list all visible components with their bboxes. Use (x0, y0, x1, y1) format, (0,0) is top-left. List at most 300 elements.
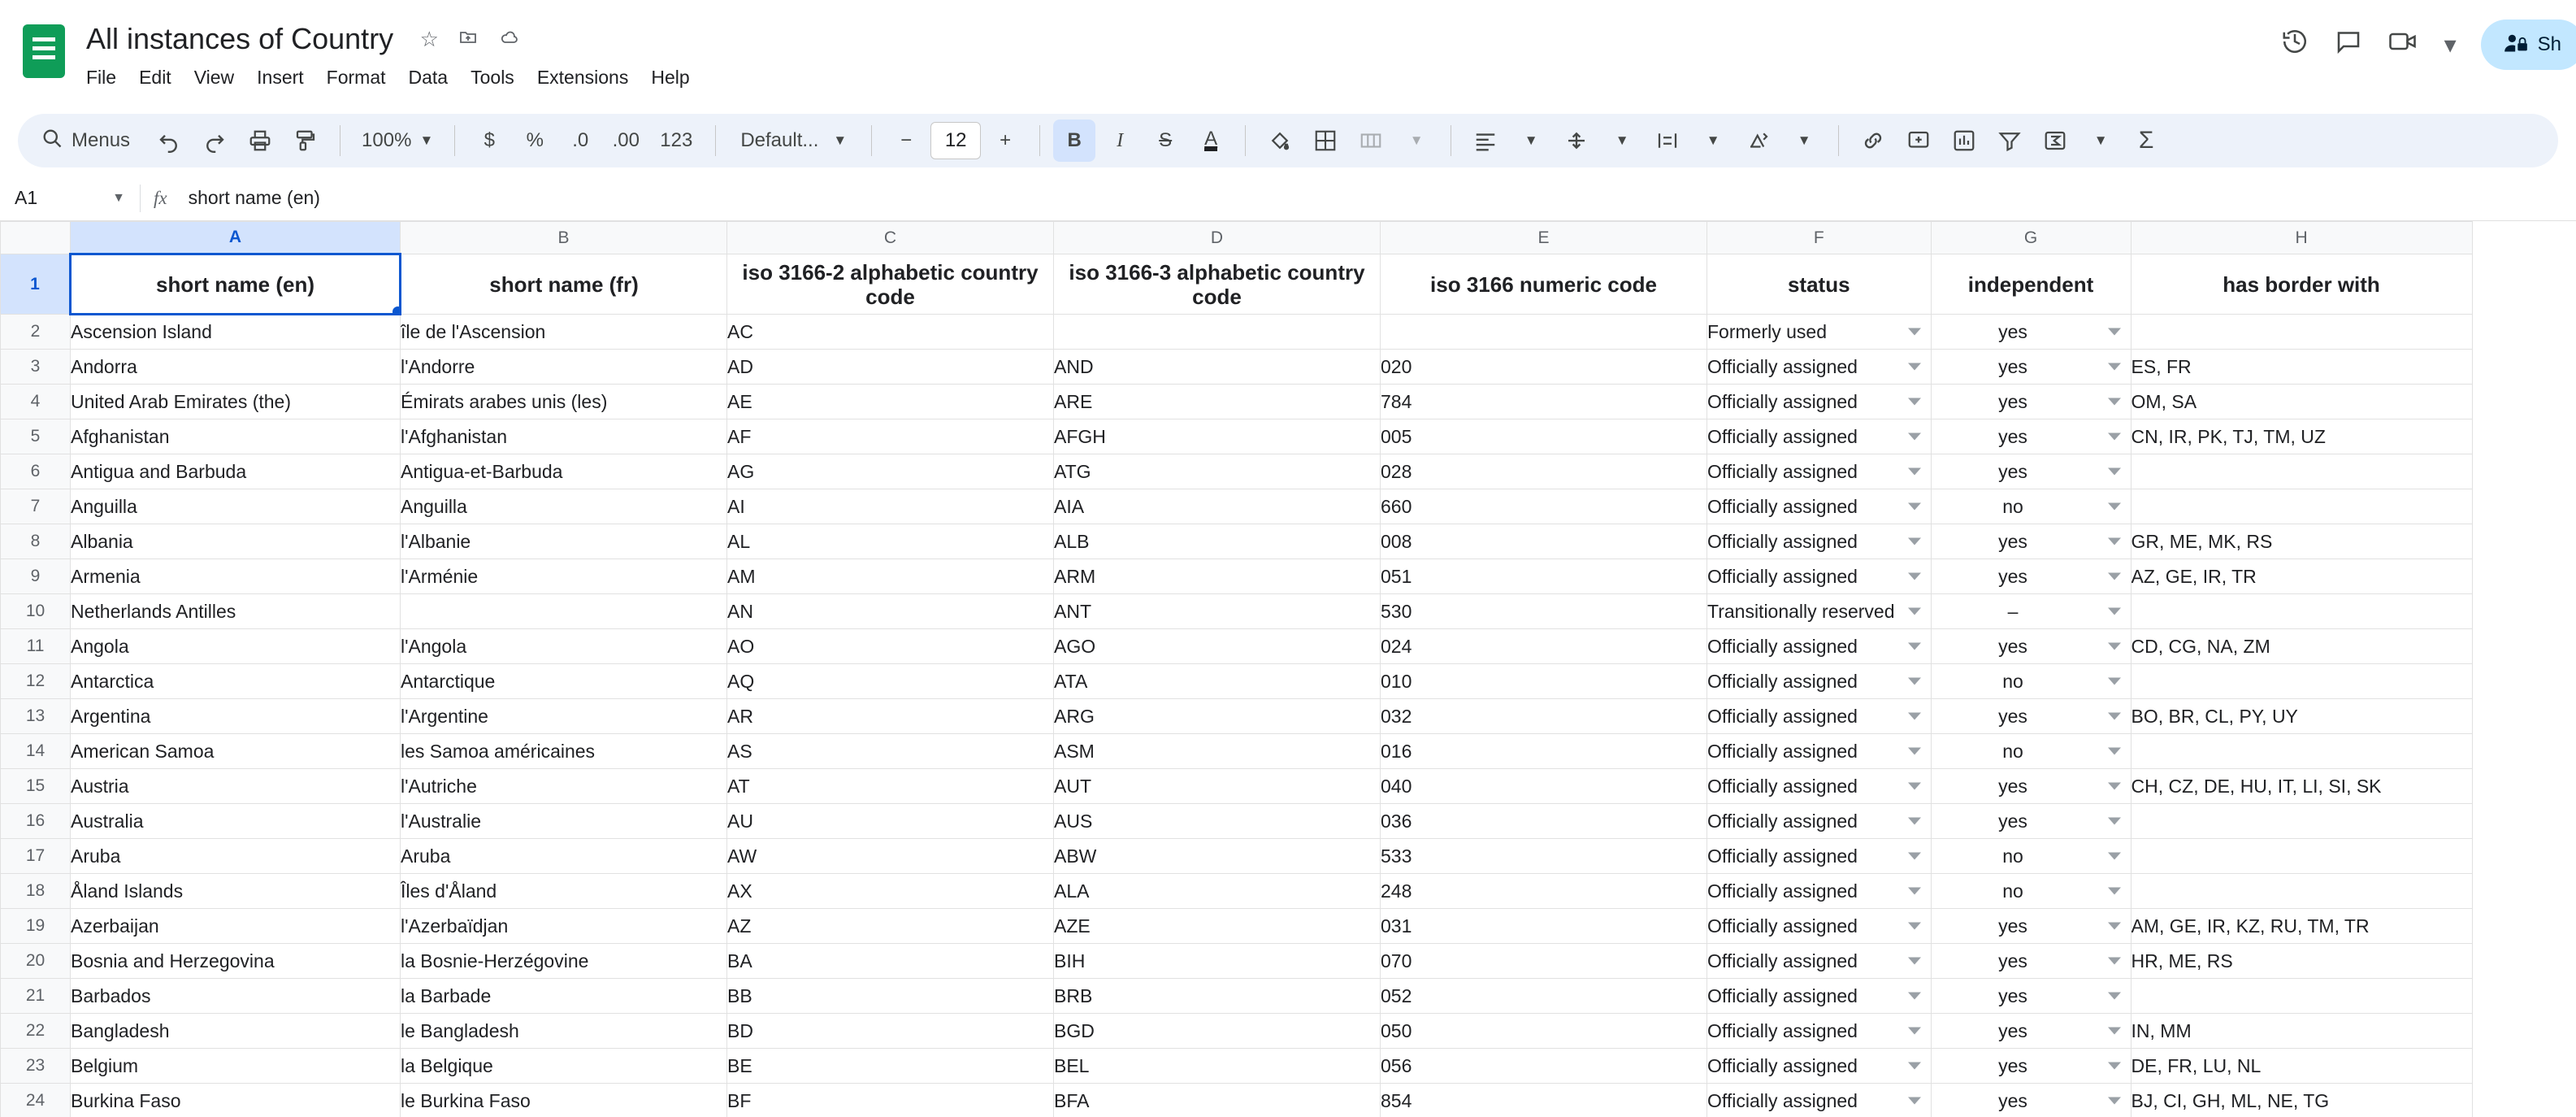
cell-A10[interactable] (71, 594, 401, 629)
menu-item-help[interactable]: Help (651, 67, 690, 88)
cell-H7[interactable] (2131, 489, 2472, 524)
cell-A8[interactable] (71, 524, 401, 559)
name-box[interactable] (15, 187, 137, 209)
cell-H6[interactable] (2131, 454, 2472, 489)
cell-F11[interactable] (1707, 629, 1932, 664)
cell-G14[interactable] (1931, 734, 2131, 769)
chevron-down-icon[interactable] (1908, 468, 1921, 476)
cell-G12[interactable] (1931, 664, 2131, 699)
spreadsheet-grid[interactable] (0, 221, 2576, 1117)
cell-A18[interactable] (71, 874, 401, 909)
chevron-down-icon[interactable] (1908, 678, 1921, 685)
text-wrap-button[interactable] (1646, 120, 1689, 162)
cell-H23[interactable] (2131, 1049, 2472, 1084)
chevron-down-icon[interactable] (2108, 888, 2121, 895)
chevron-down-icon[interactable] (1908, 328, 1921, 336)
cell-B8[interactable] (401, 524, 727, 559)
cell-d1[interactable]: iso 3166-3 alphabetic country code (1054, 254, 1381, 315)
paint-format-button[interactable] (284, 120, 327, 162)
chevron-down-icon[interactable] (2108, 468, 2121, 476)
row-header-3[interactable]: 3 (1, 350, 71, 385)
cell-A9[interactable] (71, 559, 401, 594)
cell-D10[interactable] (1054, 594, 1381, 629)
row-header-5[interactable]: 5 (1, 419, 71, 454)
chevron-down-icon[interactable] (2108, 1063, 2121, 1070)
cell-D16[interactable] (1054, 804, 1381, 839)
menu-item-insert[interactable]: Insert (257, 67, 304, 88)
functions-button[interactable] (2034, 120, 2076, 162)
cell-H20[interactable] (2131, 944, 2472, 979)
column-header-f[interactable]: F (1707, 222, 1932, 254)
cell-f1[interactable]: status (1707, 254, 1932, 315)
cell-C7[interactable] (727, 489, 1054, 524)
cell-F7[interactable] (1707, 489, 1932, 524)
cell-A6[interactable] (71, 454, 401, 489)
row-header-4[interactable]: 4 (1, 385, 71, 419)
row-header-18[interactable]: 18 (1, 874, 71, 909)
cell-H11[interactable] (2131, 629, 2472, 664)
cell-A4[interactable] (71, 385, 401, 419)
cell-B11[interactable] (401, 629, 727, 664)
cell-F6[interactable] (1707, 454, 1932, 489)
cell-H9[interactable] (2131, 559, 2472, 594)
cell-G11[interactable] (1931, 629, 2131, 664)
chevron-down-icon[interactable] (1908, 993, 1921, 1000)
italic-button[interactable] (1099, 120, 1141, 162)
chevron-down-icon[interactable] (2108, 538, 2121, 545)
cell-C23[interactable] (727, 1049, 1054, 1084)
cell-A11[interactable] (71, 629, 401, 664)
borders-button[interactable] (1304, 120, 1347, 162)
cell-C4[interactable] (727, 385, 1054, 419)
column-header-b[interactable]: B (401, 222, 727, 254)
chevron-down-icon[interactable] (1908, 608, 1921, 615)
decrease-decimal-button[interactable]: .0 (572, 129, 589, 151)
vertical-align-caret[interactable]: ▼ (1615, 133, 1629, 148)
cell-F23[interactable] (1707, 1049, 1932, 1084)
row-header-7[interactable]: 7 (1, 489, 71, 524)
chevron-down-icon[interactable] (1908, 818, 1921, 825)
row-header-14[interactable]: 14 (1, 734, 71, 769)
chevron-down-icon[interactable] (2108, 1097, 2121, 1105)
chevron-down-icon[interactable] (2108, 713, 2121, 720)
share-button[interactable] (2481, 20, 2576, 70)
cell-C17[interactable] (727, 839, 1054, 874)
chevron-down-icon[interactable] (2108, 398, 2121, 406)
cell-F24[interactable] (1707, 1084, 1932, 1117)
cell-B20[interactable] (401, 944, 727, 979)
cell-H5[interactable] (2131, 419, 2472, 454)
cell-H22[interactable] (2131, 1014, 2472, 1049)
cell-D23[interactable] (1054, 1049, 1381, 1084)
cell-B5[interactable] (401, 419, 727, 454)
menu-item-data[interactable]: Data (408, 67, 449, 88)
chevron-down-icon[interactable] (2108, 363, 2121, 371)
cell-C2[interactable] (727, 315, 1054, 350)
cell-G16[interactable] (1931, 804, 2131, 839)
cell-A21[interactable] (71, 979, 401, 1014)
cell-B24[interactable] (401, 1084, 727, 1117)
row-header-17[interactable]: 17 (1, 839, 71, 874)
strikethrough-button[interactable] (1144, 120, 1186, 162)
chevron-down-icon[interactable] (1908, 503, 1921, 511)
cell-G9[interactable] (1931, 559, 2131, 594)
cell-C19[interactable] (727, 909, 1054, 944)
cell-B12[interactable] (401, 664, 727, 699)
undo-button[interactable] (148, 120, 190, 162)
cell-D7[interactable] (1054, 489, 1381, 524)
cell-C16[interactable] (727, 804, 1054, 839)
cell-H12[interactable] (2131, 664, 2472, 699)
version-history-icon[interactable] (2280, 27, 2309, 63)
cell-c1[interactable]: iso 3166-2 alphabetic country code (727, 254, 1054, 315)
text-color-button[interactable] (1190, 120, 1232, 162)
increase-font-size-button[interactable]: + (1000, 129, 1012, 151)
cell-F15[interactable] (1707, 769, 1932, 804)
chevron-down-icon[interactable] (1908, 1028, 1921, 1035)
cell-D14[interactable] (1054, 734, 1381, 769)
chevron-down-icon[interactable] (2108, 1028, 2121, 1035)
cell-H18[interactable] (2131, 874, 2472, 909)
cell-G13[interactable] (1931, 699, 2131, 734)
cell-C11[interactable] (727, 629, 1054, 664)
cell-H16[interactable] (2131, 804, 2472, 839)
cell-D15[interactable] (1054, 769, 1381, 804)
cell-G6[interactable] (1931, 454, 2131, 489)
text-rotation-button[interactable] (1737, 120, 1780, 162)
cell-F8[interactable] (1707, 524, 1932, 559)
row-header-8[interactable]: 8 (1, 524, 71, 559)
chevron-down-icon[interactable] (2108, 433, 2121, 441)
chevron-down-icon[interactable] (2108, 923, 2121, 930)
cell-B23[interactable] (401, 1049, 727, 1084)
cell-H17[interactable] (2131, 839, 2472, 874)
column-header-g[interactable]: G (1931, 222, 2131, 254)
bold-button[interactable] (1053, 120, 1095, 162)
chevron-down-icon[interactable] (1908, 748, 1921, 755)
chevron-down-icon[interactable] (2108, 573, 2121, 580)
cell-F12[interactable] (1707, 664, 1932, 699)
cell-D22[interactable] (1054, 1014, 1381, 1049)
cell-B6[interactable] (401, 454, 727, 489)
chevron-down-icon[interactable] (2108, 818, 2121, 825)
insert-comment-button[interactable] (1897, 120, 1940, 162)
cell-A20[interactable] (71, 944, 401, 979)
cell-D5[interactable] (1054, 419, 1381, 454)
cloud-saved-icon[interactable] (497, 28, 522, 50)
cell-B9[interactable] (401, 559, 727, 594)
chevron-down-icon[interactable] (1908, 783, 1921, 790)
cell-B14[interactable] (401, 734, 727, 769)
cell-E10[interactable] (1381, 594, 1707, 629)
chevron-down-icon[interactable] (2108, 853, 2121, 860)
meet-camera-icon[interactable] (2387, 29, 2420, 60)
print-button[interactable] (239, 120, 281, 162)
row-header-13[interactable]: 13 (1, 699, 71, 734)
fill-color-button[interactable] (1259, 120, 1301, 162)
cell-F13[interactable] (1707, 699, 1932, 734)
decrease-font-size-button[interactable]: − (900, 129, 913, 151)
cell-C10[interactable] (727, 594, 1054, 629)
row-header-1[interactable]: 1 (1, 254, 71, 315)
cell-G21[interactable] (1931, 979, 2131, 1014)
cell-A12[interactable] (71, 664, 401, 699)
cell-E7[interactable] (1381, 489, 1707, 524)
merge-dropdown-caret[interactable]: ▼ (1409, 133, 1424, 148)
cell-C12[interactable] (727, 664, 1054, 699)
chevron-down-icon[interactable] (2108, 748, 2121, 755)
cell-A5[interactable] (71, 419, 401, 454)
cell-F22[interactable] (1707, 1014, 1932, 1049)
row-header-10[interactable]: 10 (1, 594, 71, 629)
cell-D11[interactable] (1054, 629, 1381, 664)
cell-D21[interactable] (1054, 979, 1381, 1014)
increase-decimal-button[interactable]: .00 (612, 129, 640, 151)
cell-A19[interactable] (71, 909, 401, 944)
row-header-21[interactable]: 21 (1, 979, 71, 1014)
cell-G3[interactable] (1931, 350, 2131, 385)
cell-D3[interactable] (1054, 350, 1381, 385)
cell-A15[interactable] (71, 769, 401, 804)
cell-F5[interactable] (1707, 419, 1932, 454)
column-header-c[interactable]: C (727, 222, 1054, 254)
cell-B13[interactable] (401, 699, 727, 734)
cell-E24[interactable] (1381, 1084, 1707, 1117)
cell-b1[interactable]: short name (fr) (401, 254, 727, 315)
cell-G4[interactable] (1931, 385, 2131, 419)
horizontal-align-button[interactable] (1464, 120, 1507, 162)
cell-E15[interactable] (1381, 769, 1707, 804)
cell-F17[interactable] (1707, 839, 1932, 874)
chevron-down-icon[interactable] (2108, 328, 2121, 336)
row-header-15[interactable]: 15 (1, 769, 71, 804)
row-header-12[interactable]: 12 (1, 664, 71, 699)
cell-H4[interactable] (2131, 385, 2472, 419)
cell-E22[interactable] (1381, 1014, 1707, 1049)
cell-F10[interactable] (1707, 594, 1932, 629)
cell-G20[interactable] (1931, 944, 2131, 979)
cell-E4[interactable] (1381, 385, 1707, 419)
cell-E21[interactable] (1381, 979, 1707, 1014)
menu-item-file[interactable]: File (86, 67, 117, 88)
chevron-down-icon[interactable] (1908, 398, 1921, 406)
cell-B10[interactable] (401, 594, 727, 629)
move-to-folder-icon[interactable] (457, 28, 479, 50)
cell-D2[interactable] (1054, 315, 1381, 350)
cell-E2[interactable] (1381, 315, 1707, 350)
menu-item-tools[interactable]: Tools (471, 67, 514, 88)
cell-E14[interactable] (1381, 734, 1707, 769)
cell-E11[interactable] (1381, 629, 1707, 664)
cell-H8[interactable] (2131, 524, 2472, 559)
cell-B17[interactable] (401, 839, 727, 874)
cell-F20[interactable] (1707, 944, 1932, 979)
cell-H14[interactable] (2131, 734, 2472, 769)
font-family-select[interactable] (729, 129, 858, 152)
chevron-down-icon[interactable] (1908, 888, 1921, 895)
text-rotation-caret[interactable]: ▼ (1797, 133, 1811, 148)
row-header-11[interactable]: 11 (1, 629, 71, 664)
star-icon[interactable]: ☆ (419, 27, 439, 51)
cell-G5[interactable] (1931, 419, 2131, 454)
chevron-down-icon[interactable] (1908, 853, 1921, 860)
filter-button[interactable] (1988, 120, 2031, 162)
cell-H21[interactable] (2131, 979, 2472, 1014)
cell-C18[interactable] (727, 874, 1054, 909)
cell-E16[interactable] (1381, 804, 1707, 839)
chevron-down-icon[interactable] (2108, 503, 2121, 511)
cell-F14[interactable] (1707, 734, 1932, 769)
cell-F21[interactable] (1707, 979, 1932, 1014)
cell-A17[interactable] (71, 839, 401, 874)
cell-F4[interactable] (1707, 385, 1932, 419)
cell-E5[interactable] (1381, 419, 1707, 454)
row-header-6[interactable]: 6 (1, 454, 71, 489)
row-header-24[interactable]: 24 (1, 1084, 71, 1117)
chevron-down-icon[interactable] (2108, 643, 2121, 650)
cell-D19[interactable] (1054, 909, 1381, 944)
chevron-down-icon[interactable] (2108, 958, 2121, 965)
select-all-corner[interactable] (1, 222, 71, 254)
menu-item-view[interactable]: View (193, 67, 235, 88)
column-header-a[interactable]: A (71, 222, 401, 254)
cell-H24[interactable] (2131, 1084, 2472, 1117)
cell-B16[interactable] (401, 804, 727, 839)
chevron-down-icon[interactable] (1908, 958, 1921, 965)
meet-dropdown-caret[interactable]: ▾ (2444, 31, 2457, 59)
cell-D4[interactable] (1054, 385, 1381, 419)
cell-A16[interactable] (71, 804, 401, 839)
cell-C21[interactable] (727, 979, 1054, 1014)
cell-E17[interactable] (1381, 839, 1707, 874)
cell-E3[interactable] (1381, 350, 1707, 385)
percent-format-button[interactable]: % (526, 129, 544, 151)
cell-B21[interactable] (401, 979, 727, 1014)
zoom-control[interactable] (353, 129, 441, 152)
cell-F19[interactable] (1707, 909, 1932, 944)
row-header-2[interactable]: 2 (1, 315, 71, 350)
cell-A22[interactable] (71, 1014, 401, 1049)
cell-H13[interactable] (2131, 699, 2472, 734)
cell-D9[interactable] (1054, 559, 1381, 594)
cell-F9[interactable] (1707, 559, 1932, 594)
cell-F2[interactable] (1707, 315, 1932, 350)
menus-button[interactable] (31, 127, 145, 155)
google-sheets-logo[interactable] (23, 24, 65, 78)
cell-C15[interactable] (727, 769, 1054, 804)
page-title[interactable]: All instances of Country (86, 22, 394, 55)
menu-item-edit[interactable]: Edit (139, 67, 171, 88)
chevron-down-icon[interactable] (1908, 1097, 1921, 1105)
cell-E19[interactable] (1381, 909, 1707, 944)
cell-C14[interactable] (727, 734, 1054, 769)
cell-C3[interactable] (727, 350, 1054, 385)
cell-G7[interactable] (1931, 489, 2131, 524)
more-formats-button[interactable]: 123 (660, 129, 693, 151)
cell-F16[interactable] (1707, 804, 1932, 839)
cell-E9[interactable] (1381, 559, 1707, 594)
cell-E23[interactable] (1381, 1049, 1707, 1084)
cell-B7[interactable] (401, 489, 727, 524)
cell-C24[interactable] (727, 1084, 1054, 1117)
text-wrap-caret[interactable]: ▼ (1706, 133, 1720, 148)
cell-G18[interactable] (1931, 874, 2131, 909)
row-header-22[interactable]: 22 (1, 1014, 71, 1049)
cell-G8[interactable] (1931, 524, 2131, 559)
cell-B2[interactable] (401, 315, 727, 350)
sum-button[interactable]: Σ (2138, 127, 2154, 154)
cell-H15[interactable] (2131, 769, 2472, 804)
cell-G10[interactable] (1931, 594, 2131, 629)
chevron-down-icon[interactable] (2108, 783, 2121, 790)
cell-C8[interactable] (727, 524, 1054, 559)
cell-F3[interactable] (1707, 350, 1932, 385)
cell-A24[interactable] (71, 1084, 401, 1117)
cell-D13[interactable] (1054, 699, 1381, 734)
cell-B18[interactable] (401, 874, 727, 909)
cell-E20[interactable] (1381, 944, 1707, 979)
row-header-23[interactable]: 23 (1, 1049, 71, 1084)
cell-H10[interactable] (2131, 594, 2472, 629)
cell-H2[interactable] (2131, 315, 2472, 350)
font-size-input[interactable]: 12 (930, 122, 981, 159)
chevron-down-icon[interactable] (1908, 433, 1921, 441)
cell-C20[interactable] (727, 944, 1054, 979)
horizontal-align-caret[interactable]: ▼ (1524, 133, 1538, 148)
cell-G24[interactable] (1931, 1084, 2131, 1117)
menu-item-extensions[interactable]: Extensions (536, 67, 629, 88)
chevron-down-icon[interactable] (2108, 678, 2121, 685)
cell-B19[interactable] (401, 909, 727, 944)
cell-H3[interactable] (2131, 350, 2472, 385)
comment-icon[interactable] (2334, 27, 2363, 63)
cell-D24[interactable] (1054, 1084, 1381, 1117)
insert-chart-button[interactable] (1943, 120, 1985, 162)
cell-C6[interactable] (727, 454, 1054, 489)
row-header-16[interactable]: 16 (1, 804, 71, 839)
cell-C22[interactable] (727, 1014, 1054, 1049)
formula-input[interactable]: short name (en) (188, 187, 320, 208)
cell-C9[interactable] (727, 559, 1054, 594)
cell-A14[interactable] (71, 734, 401, 769)
chevron-down-icon[interactable] (2108, 993, 2121, 1000)
chevron-down-icon[interactable] (1908, 713, 1921, 720)
cell-D6[interactable] (1054, 454, 1381, 489)
cell-g1[interactable]: independent (1931, 254, 2131, 315)
cell-E18[interactable] (1381, 874, 1707, 909)
cell-B22[interactable] (401, 1014, 727, 1049)
column-header-d[interactable]: D (1054, 222, 1381, 254)
cell-E6[interactable] (1381, 454, 1707, 489)
chevron-down-icon[interactable] (1908, 573, 1921, 580)
row-header-9[interactable]: 9 (1, 559, 71, 594)
cell-e1[interactable]: iso 3166 numeric code (1381, 254, 1707, 315)
cell-G15[interactable] (1931, 769, 2131, 804)
chevron-down-icon[interactable] (1908, 923, 1921, 930)
cell-A23[interactable] (71, 1049, 401, 1084)
cell-A13[interactable] (71, 699, 401, 734)
chevron-down-icon[interactable] (2108, 608, 2121, 615)
cell-B3[interactable] (401, 350, 727, 385)
redo-button[interactable] (193, 120, 236, 162)
cell-G22[interactable] (1931, 1014, 2131, 1049)
functions-caret[interactable]: ▼ (2093, 133, 2108, 148)
cell-E13[interactable] (1381, 699, 1707, 734)
cell-H19[interactable] (2131, 909, 2472, 944)
cell-C13[interactable] (727, 699, 1054, 734)
cell-E12[interactable] (1381, 664, 1707, 699)
chevron-down-icon[interactable] (1908, 1063, 1921, 1070)
